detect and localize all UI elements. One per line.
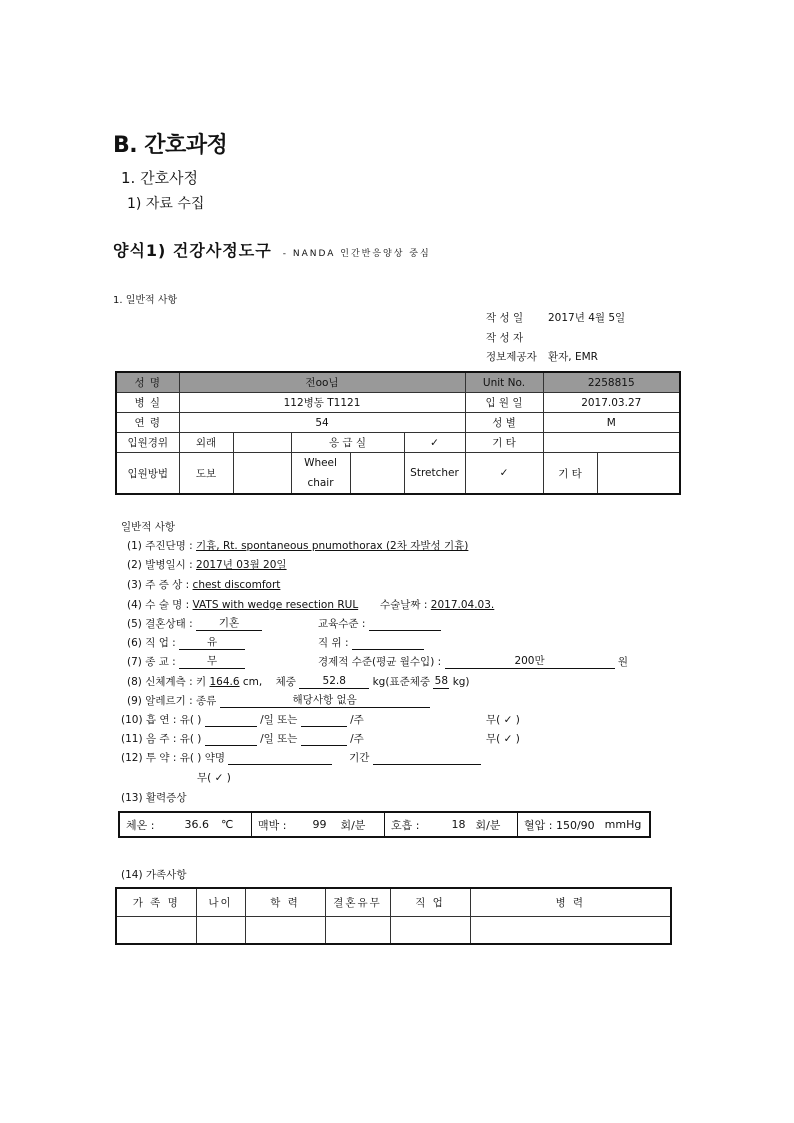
route-er: 응 급 실 [291,433,404,453]
method-label: 입원방법 [116,453,179,495]
height-unit: cm, [242,676,263,688]
family-col-name: 가 족 명 [116,888,196,917]
religion-label: (7) 종 교 : [127,656,176,668]
name-label: 성 명 [116,372,179,393]
weight-unit: kg(표준체중 [372,676,430,688]
weight-label: 체중 [275,676,296,688]
med-period-line [373,751,481,765]
drink-week-line [301,732,347,746]
family-table [115,887,672,945]
patient-info-table [115,371,681,495]
method-stretcher-check: ✓ [465,453,543,495]
temp-unit: ℃ [220,818,234,831]
allergy-value: 해당사항 없음 [220,694,430,708]
op-date-label: 수술날짜 : [380,599,428,611]
meta-author-label: 작 성 자 [486,332,524,344]
marital-row [127,616,262,631]
smoke-week-line [301,713,347,727]
general-title: 일반적 사항 [121,521,176,533]
smoke-day-line [205,713,257,727]
position-value [352,636,424,650]
family-row [116,917,671,945]
admit-date-value: 2017.03.27 [543,393,680,413]
form-subtitle: - NANDA 인간반응양상 중심 [282,249,431,259]
onset-value: 2017년 03월 20일 [196,559,287,571]
income-label: 경제적 수준(평균 월수입) : [318,656,442,668]
method-other-value [597,453,680,495]
cc-row [127,577,280,592]
resp-unit: 회/분 [475,818,501,832]
bp-cell [518,813,649,836]
std-weight-unit: kg) [452,676,470,688]
vitals-title: (13) 활력증상 [121,792,187,804]
family-cell [390,917,470,945]
family-cell [116,917,196,945]
smoke-day: /일 또는 [260,714,298,726]
op-date-row [380,597,494,612]
drink-day: /일 또는 [260,733,298,745]
route-outpatient-check [233,433,291,453]
smoke-none: 무( ✓ ) [486,714,520,726]
cc-value: chest discomfort [192,579,281,591]
family-col-job: 직 업 [390,888,470,917]
resp-value: 18 [451,818,466,831]
edu-value [369,617,441,631]
smoke-row [121,712,364,727]
route-er-check: ✓ [404,433,465,453]
drink-none: 무( ✓ ) [486,733,520,745]
method-walk-check [233,453,291,495]
dx-value: 기흉, Rt. spontaneous pnumothorax (2차 자발성 기흉) [196,540,469,552]
med-label: (12) 투 약 : 유( ) 약명 [121,752,226,764]
form-title [113,238,431,261]
route-other: 기 타 [465,433,543,453]
drink-day-line [205,732,257,746]
op-label: (4) 수 술 명 : [127,599,190,611]
position-label: 직 위 : [318,637,349,649]
height-value: 164.6 [209,676,240,688]
job-row [127,635,245,650]
allergy-label: (9) 알레르기 : 종류 [127,695,217,707]
income-value: 200만 [445,655,615,669]
unit-value: 2258815 [543,372,680,393]
sex-value: M [543,413,680,433]
job-value: 유 [179,636,245,650]
pulse-unit: 회/분 [340,818,366,832]
cc-label: (3) 주 증 상 : [127,579,190,591]
meta-source-label: 정보제공자 [486,351,537,363]
pulse-label: 맥박 : [258,818,287,832]
onset-row [127,557,287,572]
method-wheelchair [291,453,350,495]
vitals-box [118,811,651,838]
income-row [318,654,628,669]
dx-row [127,538,468,553]
weight-value: 52.8 [299,675,369,689]
wheelchair-line2: chair [307,477,334,489]
edu-label: 교육수준 : [318,618,366,630]
family-col-marital: 결혼유무 [325,888,390,917]
family-cell [196,917,245,945]
bp-unit: mmHg [604,818,642,831]
op-value: VATS with wedge resection RUL [192,599,359,611]
pulse-value: 99 [312,818,327,831]
op-row [127,597,358,612]
ward-label: 병 실 [116,393,179,413]
smoke-week: /주 [350,714,364,726]
smoke-label: (10) 흡 연 : 유( ) [121,714,202,726]
method-other: 기 타 [543,453,597,495]
age-label: 연 령 [116,413,179,433]
temp-value: 36.6 [184,818,209,831]
meta-date-label: 작 성 일 [486,312,524,324]
subheading: 1. 간호사정 [121,169,199,187]
page-heading: B. 간호과정 [113,133,228,158]
unit-label: Unit No. [465,372,543,393]
admit-date-label: 입 원 일 [465,393,543,413]
allergy-row [127,693,430,708]
edu-row [318,616,441,631]
family-cell [325,917,390,945]
drink-row [121,731,364,746]
meta-date-value: 2017년 4월 5일 [548,312,626,324]
section-general: 1. 일반적 사항 [113,295,178,306]
age-value: 54 [179,413,465,433]
subsubheading: 1) 자료 수집 [127,196,205,212]
meta-source-value: 환자, EMR [548,351,598,363]
sex-label: 성 별 [465,413,543,433]
method-wheelchair-check [350,453,404,495]
ward-value: 112병동 T1121 [179,393,465,413]
marital-label: (5) 결혼상태 : [127,618,193,630]
family-cell [245,917,325,945]
method-stretcher: Stretcher [404,453,465,495]
route-outpatient: 외래 [179,433,233,453]
job-label: (6) 직 업 : [127,637,176,649]
family-col-history: 병 력 [470,888,671,917]
med-period: 기간 [349,752,370,764]
marital-value: 기혼 [196,617,262,631]
family-col-education: 학 력 [245,888,325,917]
body-row [127,674,470,689]
family-title: (14) 가족사항 [121,869,187,881]
std-weight-value: 58 [434,675,449,687]
income-unit: 원 [617,656,629,668]
wheelchair-line1: Wheel [304,457,337,469]
temp-cell [120,813,252,836]
form-title-main: 양식1) 건강사정도구 [113,241,272,260]
bp-label: 혈압 : 150/90 [524,818,595,832]
op-date-value: 2017.04.03. [430,599,495,611]
family-col-age: 나이 [196,888,245,917]
onset-label: (2) 발병일시 : [127,559,193,571]
drink-label: (11) 음 주 : 유( ) [121,733,202,745]
religion-row [127,654,245,669]
med-row [121,750,481,765]
position-row [318,635,424,650]
route-other-value [543,433,680,453]
temp-label: 체온 : [126,818,155,832]
method-walk: 도보 [179,453,233,495]
med-none: 무( ✓ ) [197,772,231,784]
resp-cell [385,813,518,836]
body-label: (8) 신체계측 : 키 [127,676,207,688]
route-label: 입원경위 [116,433,179,453]
name-value: 전oo님 [179,372,465,393]
drink-week: /주 [350,733,364,745]
dx-label: (1) 주진단명 : [127,540,193,552]
family-cell [470,917,671,945]
resp-label: 호흡 : [391,818,420,832]
religion-value: 무 [179,655,245,669]
pulse-cell [252,813,385,836]
med-name-line [228,751,332,765]
